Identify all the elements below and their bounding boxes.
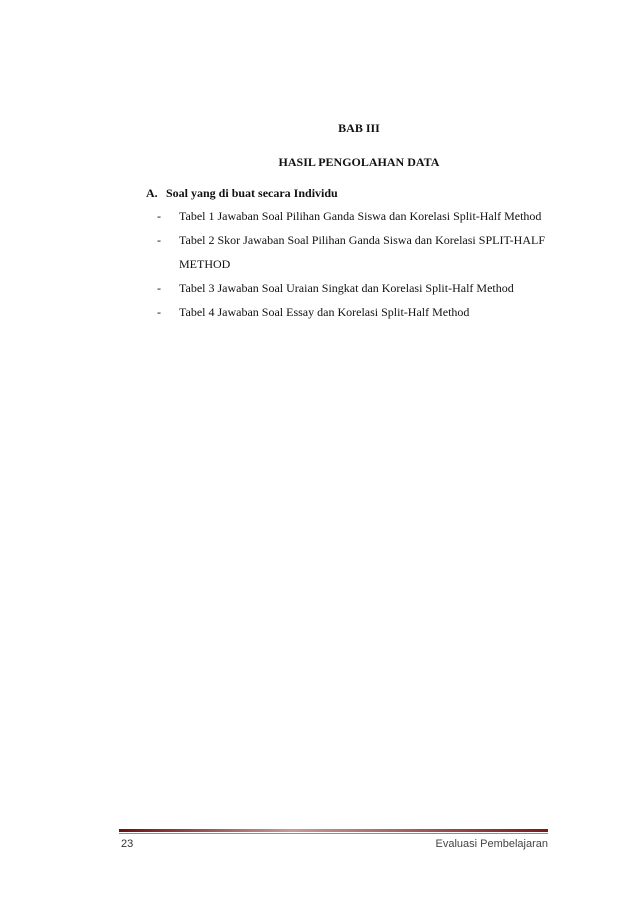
footer-title: Evaluasi Pembelajaran bbox=[435, 838, 548, 850]
footer-divider bbox=[119, 829, 548, 832]
list-item bbox=[157, 276, 557, 300]
list-item bbox=[157, 204, 557, 228]
footer-divider-thin bbox=[119, 833, 548, 834]
chapter-title: HASIL PENGOLAHAN DATA bbox=[278, 155, 440, 169]
list-bullet: - bbox=[157, 209, 161, 223]
list-item bbox=[157, 228, 557, 276]
section-heading-text: Soal yang di buat secara Individu bbox=[166, 186, 338, 200]
list-item bbox=[157, 300, 557, 324]
list-item-text: Tabel 1 Jawaban Soal Pilihan Ganda Siswa dan Korelasi Split-Half Method bbox=[179, 209, 542, 223]
list-item-text: Tabel 4 Jawaban Soal Essay dan Korelasi Split-Half Method bbox=[179, 305, 470, 319]
list-item-text: Tabel 3 Jawaban Soal Uraian Singkat dan Korelasi Split-Half Method bbox=[179, 281, 514, 295]
list-bullet: - bbox=[157, 281, 161, 295]
chapter-number: BAB III bbox=[338, 121, 380, 135]
list-bullet: - bbox=[157, 305, 161, 319]
section-heading bbox=[146, 186, 338, 201]
page-number: 23 bbox=[121, 838, 134, 850]
list-bullet: - bbox=[157, 233, 161, 247]
list-item-text: Tabel 2 Skor Jawaban Soal Pilihan Ganda Siswa dan Korelasi SPLIT-HALF METHOD bbox=[179, 233, 545, 271]
section-marker: A. bbox=[146, 186, 158, 200]
table-list bbox=[157, 204, 557, 324]
